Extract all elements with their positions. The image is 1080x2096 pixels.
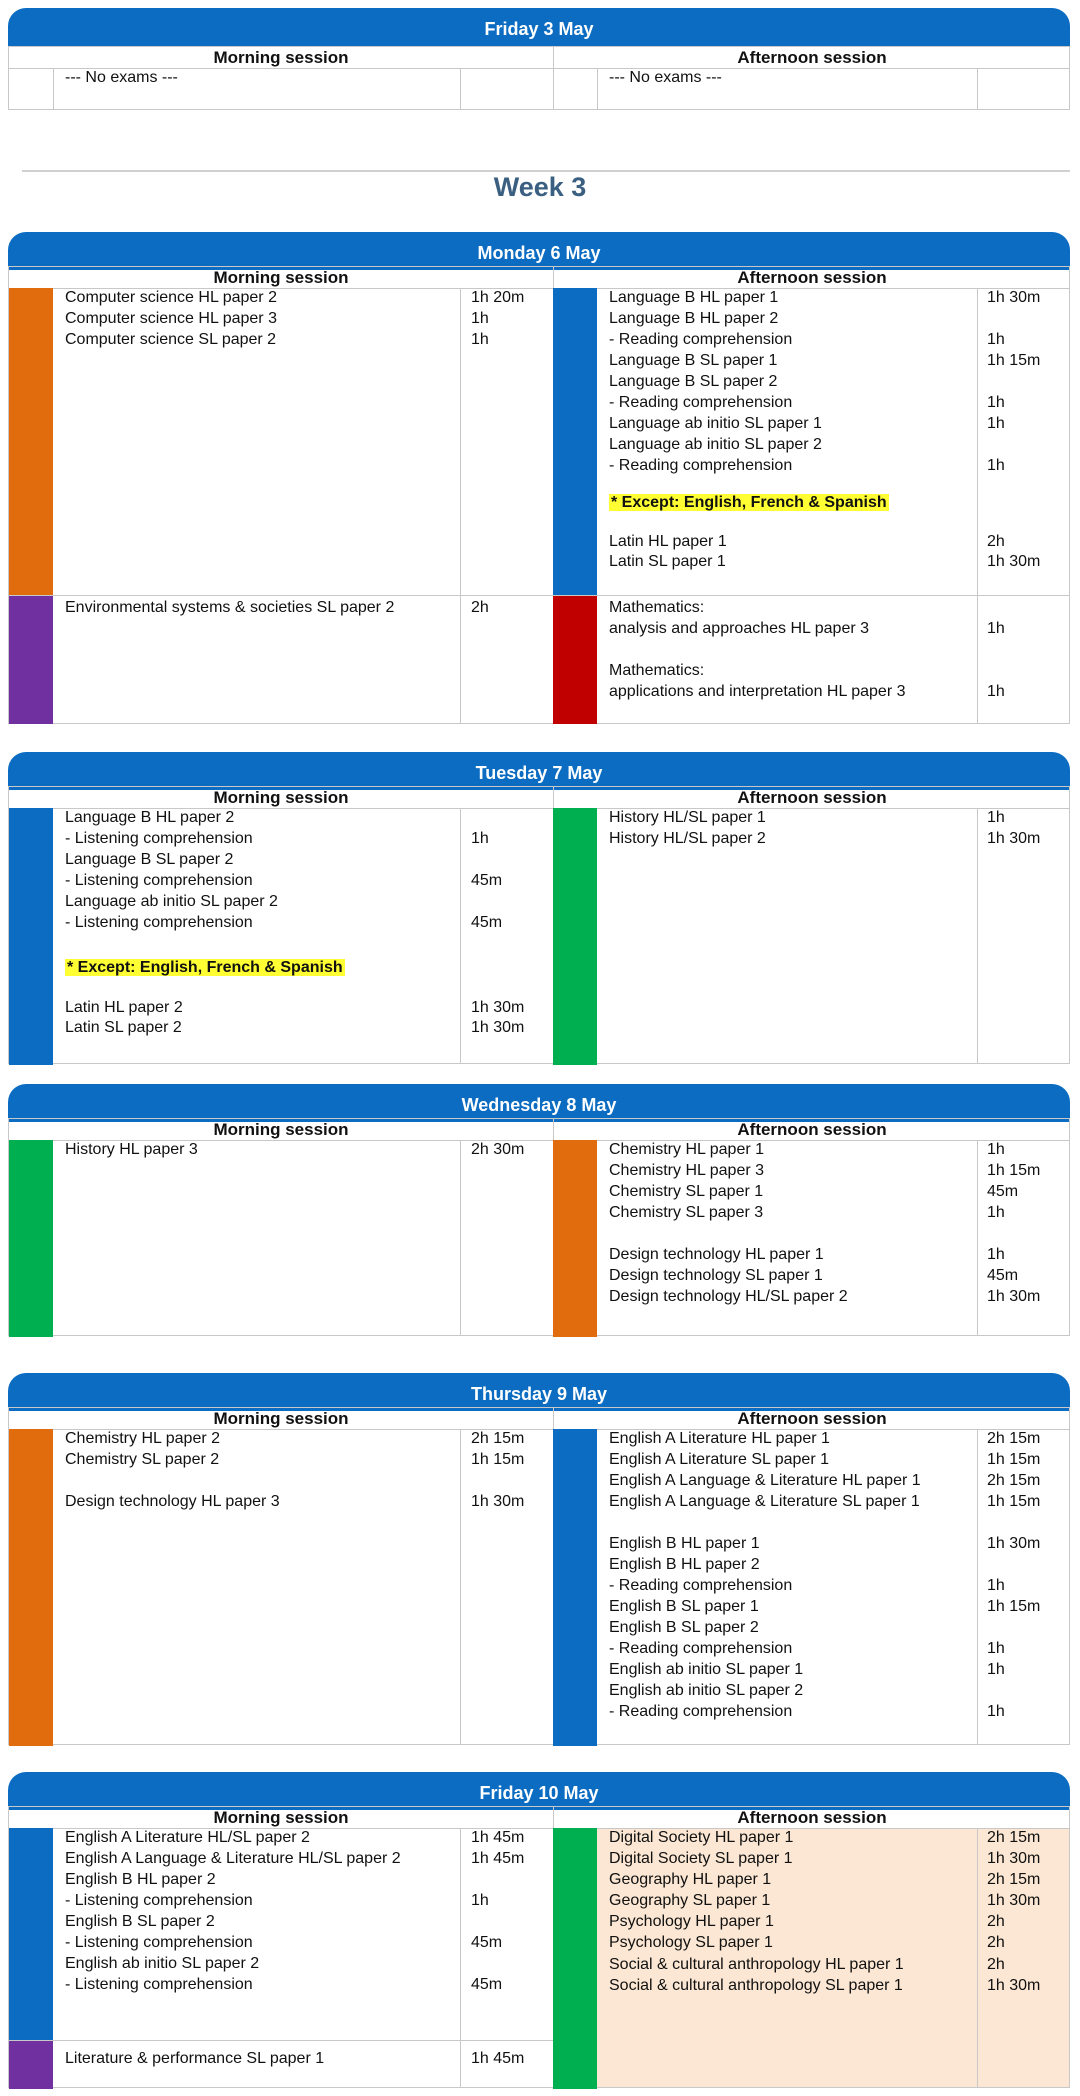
exam-duration: 2h 30m	[471, 1141, 525, 1158]
exam-subject: Latin HL paper 2	[65, 999, 183, 1016]
afternoon-session-label: Afternoon session	[737, 1120, 887, 1139]
exam-subject: English B HL paper 2	[65, 1871, 216, 1888]
exam-subject: Digital Society HL paper 1	[609, 1829, 794, 1846]
exam-subject: - Reading comprehension	[609, 1640, 793, 1657]
exam-subject: - Reading comprehension	[609, 1577, 793, 1594]
exam-duration: 1h	[987, 331, 1005, 348]
exam-subject: applications and interpretation HL paper 3	[609, 683, 906, 700]
afternoon-session-label: Afternoon session	[737, 788, 887, 807]
exam-subject: Chemistry HL paper 3	[609, 1162, 765, 1179]
exam-duration: 1h 15m	[471, 1451, 525, 1468]
exam-duration: 1h	[987, 415, 1005, 432]
subject-color-bar	[553, 1429, 597, 1746]
exam-subject: - Reading comprehension	[609, 331, 793, 348]
exam-duration: 2h	[987, 1956, 1005, 1973]
exam-subject: English A Literature SL paper 1	[609, 1451, 829, 1468]
exam-subject: Language ab initio SL paper 2	[65, 893, 278, 910]
exam-subject: Design technology HL paper 3	[65, 1493, 280, 1510]
exam-subject: History HL/SL paper 2	[609, 830, 766, 847]
exam-subject: English A Language & Literature HL/SL paper 2	[65, 1850, 401, 1867]
mon6-grid	[8, 266, 1070, 724]
exam-subject: Chemistry HL paper 1	[609, 1141, 765, 1158]
exam-subject: Digital Society SL paper 1	[609, 1850, 793, 1867]
exam-subject: English A Language & Literature SL paper 1	[609, 1493, 920, 1510]
day-header-wed8: Wednesday 8 May	[8, 1084, 1070, 1122]
week-title: Week 3	[493, 172, 587, 202]
exam-duration: 1h	[987, 1204, 1005, 1221]
exam-subject: Chemistry SL paper 3	[609, 1204, 764, 1221]
exam-subject: History HL paper 3	[65, 1141, 198, 1158]
exam-subject: Literature & performance SL paper 1	[65, 2050, 325, 2067]
afternoon-session-label: Afternoon session	[737, 1409, 887, 1428]
exam-duration: 1h	[471, 830, 489, 847]
exam-subject: Geography SL paper 1	[609, 1892, 771, 1909]
exam-subject: Design technology SL paper 1	[609, 1267, 823, 1284]
exam-duration: 1h 30m	[471, 1019, 525, 1036]
exam-duration: 1h 15m	[987, 1598, 1041, 1615]
tue7-grid	[8, 786, 1070, 1064]
exam-subject: English ab initio SL paper 1	[609, 1661, 804, 1678]
exam-subject: - Reading comprehension	[609, 457, 793, 474]
exam-duration: 1h	[471, 331, 489, 348]
exam-duration: 1h	[471, 310, 489, 327]
exam-duration: 2h	[987, 1913, 1005, 1930]
exam-duration: 1h 45m	[471, 1829, 525, 1846]
exam-subject: Latin SL paper 2	[65, 1019, 182, 1036]
exam-subject: Chemistry HL paper 2	[65, 1430, 221, 1447]
exam-duration: 2h 15m	[987, 1871, 1041, 1888]
wed8-grid	[8, 1118, 1070, 1336]
exam-subject: Mathematics:	[609, 599, 705, 616]
exam-subject: English B HL paper 2	[609, 1556, 760, 1573]
exam-duration: 2h 15m	[987, 1430, 1041, 1447]
exam-duration: 1h	[471, 1892, 489, 1909]
exam-subject: - Reading comprehension	[609, 394, 793, 411]
exam-subject: English B SL paper 1	[609, 1598, 759, 1615]
exam-duration: 2h	[471, 599, 489, 616]
thu9-grid	[8, 1407, 1070, 1745]
subject-color-bar	[553, 808, 597, 1065]
subject-color-bar	[9, 1429, 53, 1746]
exam-subject: English B HL paper 1	[609, 1535, 760, 1552]
exam-subject: Geography HL paper 1	[609, 1871, 772, 1888]
exam-duration: 1h	[987, 394, 1005, 411]
day-header-mon6: Monday 6 May	[8, 232, 1070, 270]
exam-duration: 45m	[471, 872, 503, 889]
exam-duration: 1h 15m	[987, 352, 1041, 369]
subject-color-bar	[553, 1140, 597, 1337]
exam-duration: 45m	[471, 914, 503, 931]
exam-subject: - Reading comprehension	[609, 1703, 793, 1720]
exam-subject: - Listening comprehension	[65, 1892, 253, 1909]
day-header-fri10: Friday 10 May	[8, 1772, 1070, 1810]
morning-session-label: Morning session	[213, 1808, 349, 1827]
exam-subject: - Listening comprehension	[65, 872, 253, 889]
exam-duration: 1h 30m	[987, 830, 1041, 847]
exam-duration: 45m	[987, 1183, 1019, 1200]
day-header-tue7: Tuesday 7 May	[8, 752, 1070, 790]
morning-session-label: Morning session	[213, 788, 349, 807]
exam-duration: 1h 15m	[987, 1493, 1041, 1510]
exam-duration: 1h 30m	[987, 1850, 1041, 1867]
exam-subject: English A Literature HL paper 1	[609, 1430, 830, 1447]
exam-duration: 1h 30m	[987, 1288, 1041, 1305]
no-exams-afternoon: --- No exams ---	[609, 69, 722, 86]
morning-session-label: Morning session	[213, 1120, 349, 1139]
no-exams-morning: --- No exams ---	[65, 69, 178, 86]
morning-session-label: Morning session	[213, 48, 349, 67]
exam-duration: 1h 30m	[987, 553, 1041, 570]
exam-subject: analysis and approaches HL paper 3	[609, 620, 870, 637]
exam-subject: Computer science HL paper 2	[65, 289, 277, 306]
exam-subject: Computer science SL paper 2	[65, 331, 277, 348]
exam-duration: 2h 15m	[987, 1829, 1041, 1846]
exam-duration: 1h 15m	[987, 1162, 1041, 1179]
exam-subject: Language ab initio SL paper 1	[609, 415, 822, 432]
exam-duration: 1h 45m	[471, 1850, 525, 1867]
exam-subject: English B SL paper 2	[609, 1619, 759, 1636]
exam-subject: English B SL paper 2	[65, 1913, 215, 1930]
subject-color-bar	[553, 1828, 597, 2089]
subject-color-bar	[9, 1140, 53, 1337]
exam-duration: 1h 30m	[987, 1535, 1041, 1552]
exam-duration: 1h 15m	[987, 1451, 1041, 1468]
exam-duration: 1h	[987, 1577, 1005, 1594]
exam-subject: Psychology SL paper 1	[609, 1934, 773, 1951]
exam-subject: English A Literature HL/SL paper 2	[65, 1829, 310, 1846]
exam-duration: 1h 45m	[471, 2050, 525, 2067]
fri10-grid	[8, 1806, 1070, 2088]
exam-subject: Language ab initio SL paper 2	[609, 436, 822, 453]
exam-subject: Computer science HL paper 3	[65, 310, 277, 327]
day-header-thu9: Thursday 9 May	[8, 1373, 1070, 1411]
exam-subject: - Listening comprehension	[65, 1976, 253, 1993]
exam-duration: 1h 30m	[987, 1892, 1041, 1909]
morning-session-label: Morning session	[213, 1409, 349, 1428]
morning-session-label: Morning session	[213, 268, 349, 287]
exam-subject: English A Language & Literature HL paper 1	[609, 1472, 921, 1489]
exam-duration: 45m	[987, 1267, 1019, 1284]
exam-duration: 2h 15m	[471, 1430, 525, 1447]
exam-subject: Social & cultural anthropology HL paper 1	[609, 1956, 904, 1973]
exam-duration: 1h	[987, 683, 1005, 700]
exam-subject: Mathematics:	[609, 662, 705, 679]
subject-color-bar	[9, 2041, 53, 2089]
subject-color-bar	[553, 596, 597, 724]
exam-duration: 1h 20m	[471, 289, 525, 306]
except-note: * Except: English, French & Spanish	[67, 959, 343, 976]
exam-duration: 2h	[987, 533, 1005, 550]
exam-subject: Latin HL paper 1	[609, 533, 727, 550]
exam-duration: 2h	[987, 1934, 1005, 1951]
subject-color-bar	[9, 808, 53, 1065]
afternoon-session-label: Afternoon session	[737, 1808, 887, 1827]
exam-subject: Language B HL paper 2	[65, 809, 235, 826]
exam-subject: Design technology HL/SL paper 2	[609, 1288, 848, 1305]
exam-duration: 1h	[987, 1640, 1005, 1657]
subject-color-bar	[553, 288, 597, 595]
exam-subject: Language B SL paper 1	[609, 352, 778, 369]
exam-subject: English ab initio SL paper 2	[65, 1955, 260, 1972]
afternoon-session-label: Afternoon session	[737, 48, 887, 67]
exam-subject: - Listening comprehension	[65, 914, 253, 931]
exam-subject: Psychology HL paper 1	[609, 1913, 774, 1930]
exam-subject: Language B HL paper 1	[609, 289, 779, 306]
exam-subject: English ab initio SL paper 2	[609, 1682, 804, 1699]
afternoon-session-label: Afternoon session	[737, 268, 887, 287]
exam-duration: 1h 30m	[471, 999, 525, 1016]
exam-duration: 1h 30m	[987, 1977, 1041, 1994]
exam-duration: 1h 30m	[987, 289, 1041, 306]
exam-duration: 1h	[987, 457, 1005, 474]
exam-subject: History HL/SL paper 1	[609, 809, 766, 826]
exam-duration: 2h 15m	[987, 1472, 1041, 1489]
day-header-fri3: Friday 3 May	[8, 8, 1070, 46]
exam-subject: Chemistry SL paper 1	[609, 1183, 764, 1200]
exam-subject: Language B SL paper 2	[65, 851, 234, 868]
exam-subject: Chemistry SL paper 2	[65, 1451, 220, 1468]
exam-duration: 1h	[987, 1246, 1005, 1263]
exam-duration: 1h	[987, 1703, 1005, 1720]
exam-duration: 45m	[471, 1934, 503, 1951]
subject-color-bar	[9, 596, 53, 724]
subject-color-bar	[9, 288, 53, 595]
exam-subject: Design technology HL paper 1	[609, 1246, 824, 1263]
exam-subject: Social & cultural anthropology SL paper 1	[609, 1977, 903, 1994]
exam-duration: 1h	[987, 809, 1005, 826]
exam-duration: 1h 30m	[471, 1493, 525, 1510]
exam-duration: 1h	[987, 1661, 1005, 1678]
subject-color-bar	[9, 1828, 53, 2040]
except-note: * Except: English, French & Spanish	[611, 494, 887, 511]
exam-subject: Language B HL paper 2	[609, 310, 779, 327]
exam-subject: - Listening comprehension	[65, 1934, 253, 1951]
exam-subject: Latin SL paper 1	[609, 553, 726, 570]
exam-subject: - Listening comprehension	[65, 830, 253, 847]
fri3-grid	[8, 46, 1070, 110]
exam-subject: Language B SL paper 2	[609, 373, 778, 390]
exam-duration: 1h	[987, 1141, 1005, 1158]
exam-duration: 45m	[471, 1976, 503, 1993]
exam-subject: Environmental systems & societies SL paper 2	[65, 599, 395, 616]
exam-duration: 1h	[987, 620, 1005, 637]
